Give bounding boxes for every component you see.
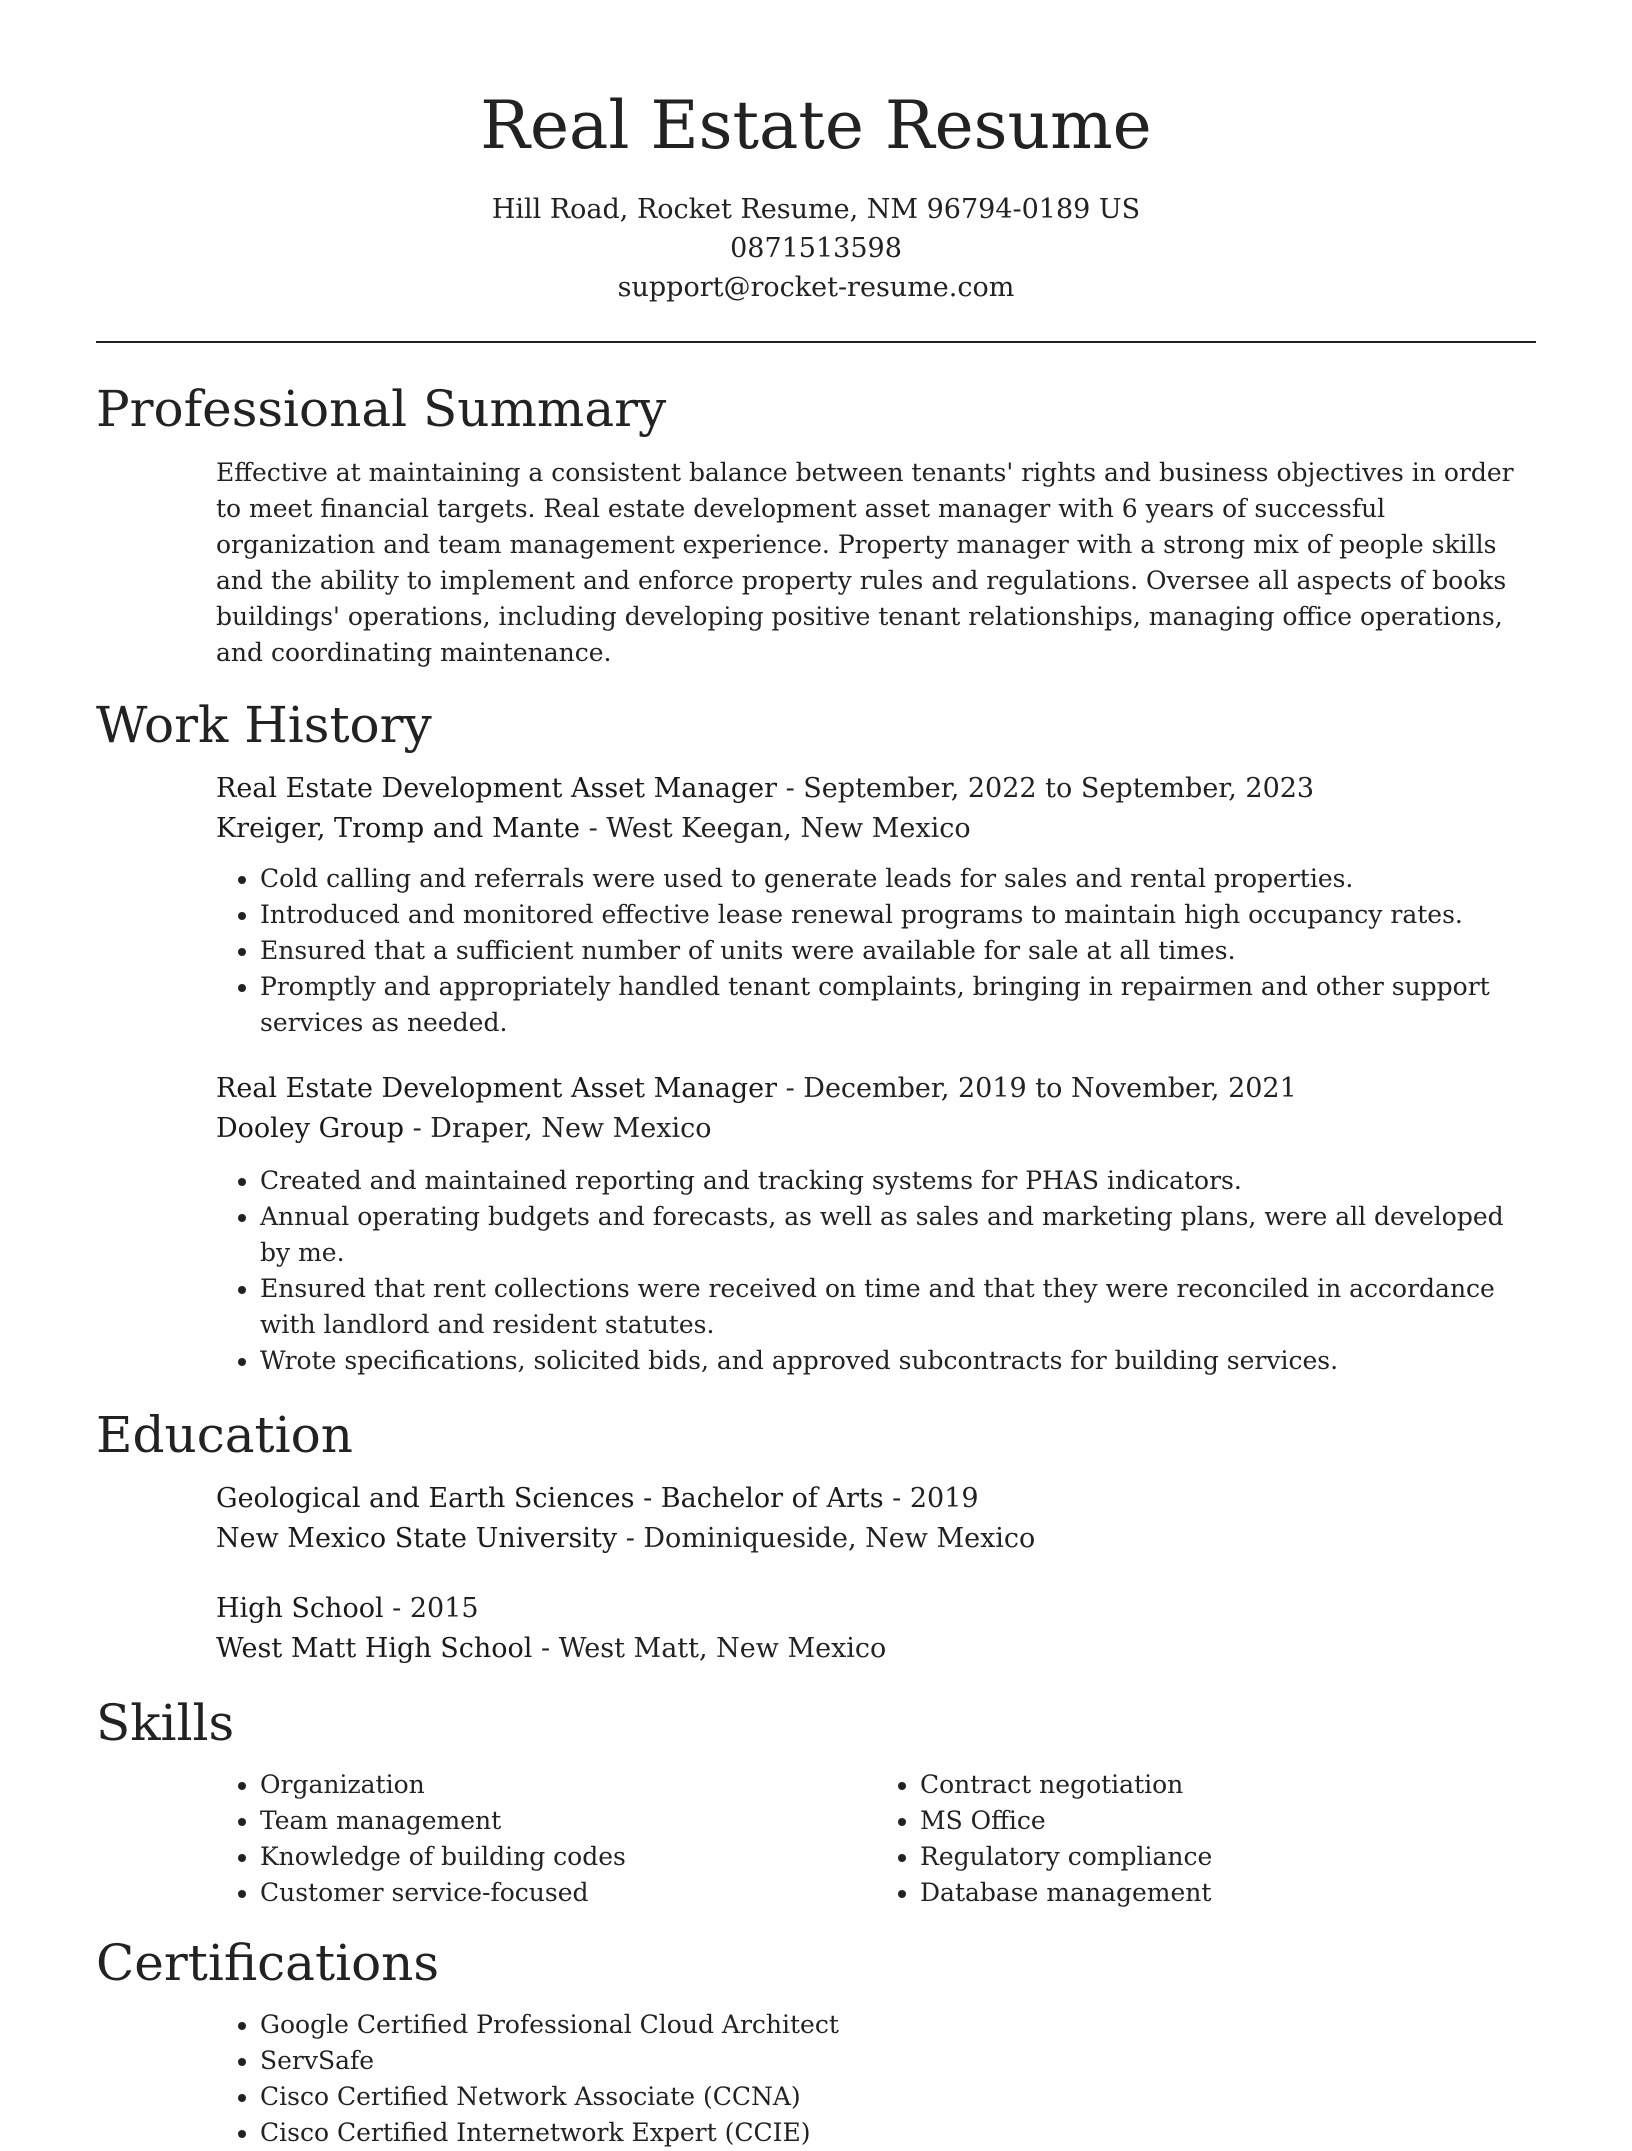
job-bullet: • Ensured that a sufficient number of units were available for sale at all times.: [260, 933, 1536, 969]
certifications-heading: Certifications: [96, 1934, 440, 1992]
resume-page: [96, 0, 1536, 2151]
education-location: - West Matt, New Mexico: [532, 1633, 887, 1664]
job-bullet: • Introduced and monitored effective lease renewal programs to maintain high occupancy rates.: [260, 897, 1536, 933]
certification-item: • Cisco Certified Network Associate (CCNA): [260, 2079, 1536, 2115]
education-degree: High School: [216, 1593, 384, 1624]
contact-phone: 0871513598: [730, 233, 902, 264]
education-degree-line: [216, 1589, 1536, 1629]
work-history-section: [96, 693, 1536, 1379]
job-bullet: • Wrote specifications, solicited bids, and approved subcontracts for building services.: [260, 1343, 1536, 1379]
education-school: West Matt High School: [216, 1633, 533, 1664]
job-entry: [216, 1069, 1536, 1379]
resume-header: [96, 0, 1536, 307]
skill-item: • Contract negotiation: [920, 1767, 1536, 1803]
resume-title: Real Estate Resume: [480, 87, 1152, 164]
education-heading: Education: [96, 1406, 353, 1464]
skill-item: • Team management: [260, 1803, 876, 1839]
job-bullet: • Ensured that rent collections were received on time and that they were reconciled in accordance with landlord and resident statutes.: [260, 1271, 1536, 1343]
job-company-line: [216, 1109, 1536, 1149]
job-title-line: [216, 769, 1536, 809]
education-year: - 2015: [383, 1593, 479, 1624]
job-entry: [216, 769, 1536, 1041]
job-bullet: • Created and maintained reporting and tracking systems for PHAS indicators.: [260, 1163, 1536, 1199]
job-role: Real Estate Development Asset Manager: [216, 1073, 778, 1104]
job-company-line: [216, 809, 1536, 849]
header-divider: [96, 341, 1536, 343]
skill-item: • Database management: [920, 1875, 1536, 1911]
work-history-heading: Work History: [96, 696, 432, 754]
education-section: [96, 1403, 1536, 1669]
education-year: - 2019: [883, 1483, 979, 1514]
job-company: Kreiger, Tromp and Mante: [216, 813, 581, 844]
job-bullets: [216, 1163, 1536, 1379]
skill-item: • Customer service-focused: [260, 1875, 876, 1911]
education-entry: [216, 1479, 1536, 1559]
skill-item: • Organization: [260, 1767, 876, 1803]
job-bullets: [216, 861, 1536, 1041]
certification-item: • Google Certified Professional Cloud Architect: [260, 2007, 1536, 2043]
contact-address: Hill Road, Rocket Resume, NM 96794-0189 US: [491, 194, 1141, 225]
summary-section: [96, 377, 1536, 671]
skills-columns: [216, 1767, 1536, 1911]
education-location: - Dominiqueside, New Mexico: [617, 1523, 1036, 1554]
skill-item: • Knowledge of building codes: [260, 1839, 876, 1875]
education-degree: Geological and Earth Sciences - Bachelor of Arts: [216, 1483, 884, 1514]
education-school-line: [216, 1519, 1536, 1559]
job-dates: - December, 2019 to November, 2021: [777, 1073, 1297, 1104]
job-role: Real Estate Development Asset Manager: [216, 773, 778, 804]
skills-list-left: [216, 1767, 876, 1911]
skill-item: • Regulatory compliance: [920, 1839, 1536, 1875]
education-school: New Mexico State University: [216, 1523, 618, 1554]
certifications-section: [96, 1931, 1536, 2151]
job-location: - Draper, New Mexico: [404, 1113, 712, 1144]
education-entry: [216, 1589, 1536, 1669]
certification-item: • ServSafe: [260, 2043, 1536, 2079]
contact-block: [96, 190, 1536, 307]
skill-item: • MS Office: [920, 1803, 1536, 1839]
job-bullet: • Promptly and appropriately handled tenant complaints, bringing in repairmen and other support services as needed.: [260, 969, 1536, 1041]
contact-email: support@rocket-resume.com: [617, 272, 1015, 303]
certifications-list: [216, 2007, 1536, 2151]
job-bullet: • Annual operating budgets and forecasts, as well as sales and marketing plans, were all developed by me.: [260, 1199, 1536, 1271]
skills-heading: Skills: [96, 1694, 235, 1752]
job-dates: - September, 2022 to September, 2023: [777, 773, 1315, 804]
job-company: Dooley Group: [216, 1113, 405, 1144]
summary-heading: Professional Summary: [96, 380, 667, 438]
education-degree-line: [216, 1479, 1536, 1519]
job-bullet: • Cold calling and referrals were used to generate leads for sales and rental properties.: [260, 861, 1536, 897]
skills-section: [96, 1691, 1536, 1911]
certification-item: • Cisco Certified Internetwork Expert (CCIE): [260, 2115, 1536, 2151]
job-location: - West Keegan, New Mexico: [580, 813, 971, 844]
skills-list-right: [876, 1767, 1536, 1911]
summary-text: Effective at maintaining a consistent balance between tenants' rights and business objectives in order to meet financial targets. Real estate development asset manager with 6 years of successful organization and team management experience. Property manager with a strong mix of people skills and the ability to implement and enforce property rules and regulations. Oversee all aspects of books buildings' operations, including developing positive tenant relationships, managing office operations, and coordinating maintenance.: [216, 458, 1514, 667]
job-title-line: [216, 1069, 1536, 1109]
education-school-line: [216, 1629, 1536, 1669]
